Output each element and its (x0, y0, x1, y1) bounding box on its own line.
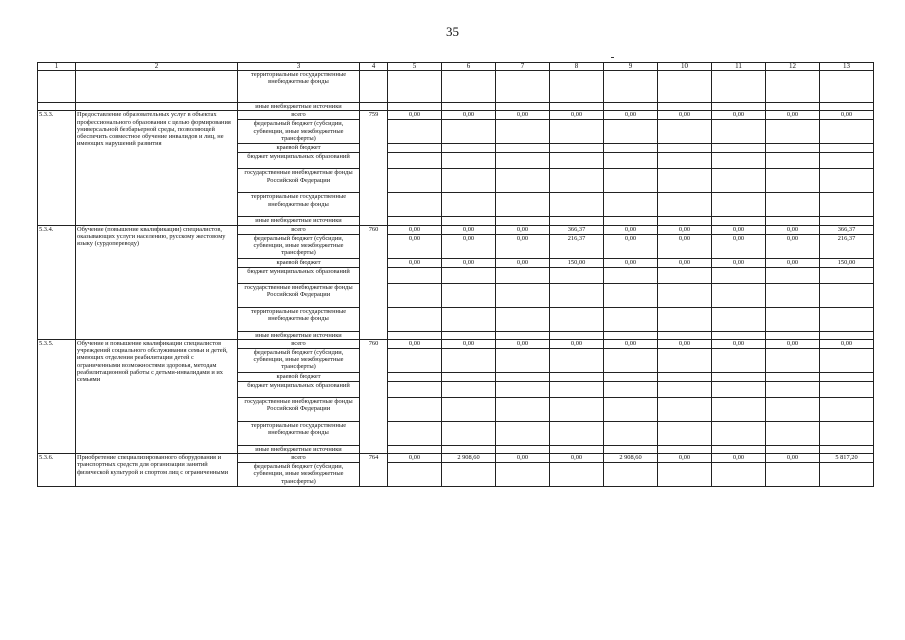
value-cell (820, 193, 874, 217)
scan-mark (611, 57, 614, 58)
value-cell (496, 193, 550, 217)
number-cell (360, 71, 388, 103)
value-cell (550, 331, 604, 339)
source-cell: федеральный бюджет (субсидии, субвенции, иные межбюджетные трансферты) (238, 348, 360, 372)
value-cell (550, 463, 604, 487)
value-cell (442, 381, 496, 397)
value-cell (604, 381, 658, 397)
value-cell (604, 348, 658, 372)
value-cell (604, 445, 658, 453)
value-cell (388, 144, 442, 153)
header-cell: 6 (442, 63, 496, 71)
value-cell (550, 193, 604, 217)
value-cell: 150,00 (550, 258, 604, 267)
value-cell (388, 372, 442, 381)
source-cell: всего (238, 225, 360, 234)
value-cell: 0,00 (604, 234, 658, 258)
value-cell (604, 144, 658, 153)
value-cell: 0,00 (712, 454, 766, 463)
source-cell: федеральный бюджет (субсидии, субвенции, иные межбюджетные трансферты) (238, 120, 360, 144)
value-cell (766, 217, 820, 225)
value-cell (658, 283, 712, 307)
item-number: 764 (360, 454, 388, 487)
value-cell: 0,00 (496, 454, 550, 463)
item-code: 5.3.6. (38, 454, 76, 487)
value-cell (442, 463, 496, 487)
value-cell (442, 193, 496, 217)
value-cell (496, 283, 550, 307)
code-cell (38, 71, 76, 103)
value-cell (820, 283, 874, 307)
value-cell (442, 169, 496, 193)
item-description: Предоставление образовательных услуг в объектах профессионального образования с целью формирования универсальной безбарьерной среды, позволяющей обеспечить совместное обучение инвалидов и лиц, не имеющих нарушений развития (76, 111, 238, 225)
value-cell (388, 120, 442, 144)
value-cell (388, 153, 442, 169)
header-cell: 12 (766, 63, 820, 71)
value-cell (658, 169, 712, 193)
header-cell: 10 (658, 63, 712, 71)
value-cell (604, 120, 658, 144)
value-cell: 0,00 (712, 234, 766, 258)
value-cell (712, 120, 766, 144)
source-cell: краевой бюджет (238, 372, 360, 381)
budget-table (37, 62, 874, 487)
value-cell (388, 103, 442, 111)
value-cell (442, 283, 496, 307)
value-cell (712, 381, 766, 397)
value-cell: 0,00 (604, 258, 658, 267)
value-cell (712, 103, 766, 111)
value-cell (658, 381, 712, 397)
value-cell: 0,00 (442, 258, 496, 267)
value-cell: 0,00 (388, 111, 442, 120)
value-cell: 0,00 (658, 258, 712, 267)
source-cell: государственные внебюджетные фонды Российской Федерации (238, 169, 360, 193)
value-cell (766, 71, 820, 103)
value-cell: 0,00 (766, 111, 820, 120)
table-row (38, 454, 874, 463)
value-cell (388, 421, 442, 445)
value-cell (712, 445, 766, 453)
value-cell: 0,00 (766, 234, 820, 258)
value-cell (820, 372, 874, 381)
value-cell (658, 397, 712, 421)
value-cell (442, 144, 496, 153)
value-cell: 216,37 (550, 234, 604, 258)
value-cell: 2 908,60 (604, 454, 658, 463)
value-cell (388, 193, 442, 217)
value-cell: 0,00 (820, 111, 874, 120)
value-cell (766, 283, 820, 307)
value-cell: 0,00 (766, 454, 820, 463)
header-cell: 5 (388, 63, 442, 71)
value-cell (766, 153, 820, 169)
value-cell (496, 463, 550, 487)
value-cell (604, 169, 658, 193)
value-cell (442, 397, 496, 421)
item-description: Приобретение специализированного оборудования и транспортных средств для организации занятий физической культурой и спортом лиц с ограниченными (76, 454, 238, 487)
value-cell (388, 307, 442, 331)
value-cell (496, 381, 550, 397)
value-cell: 0,00 (658, 225, 712, 234)
code-cell (38, 103, 76, 111)
value-cell (712, 307, 766, 331)
value-cell (766, 463, 820, 487)
value-cell (712, 169, 766, 193)
value-cell (550, 103, 604, 111)
header-cell: 7 (496, 63, 550, 71)
value-cell: 0,00 (550, 111, 604, 120)
value-cell: 0,00 (496, 225, 550, 234)
source-cell: иные внебюджетные источники (238, 331, 360, 339)
value-cell (604, 307, 658, 331)
value-cell (604, 193, 658, 217)
value-cell (766, 397, 820, 421)
value-cell (658, 103, 712, 111)
value-cell (496, 397, 550, 421)
header-cell: 4 (360, 63, 388, 71)
value-cell (388, 71, 442, 103)
value-cell (496, 153, 550, 169)
value-cell (550, 71, 604, 103)
value-cell: 0,00 (712, 111, 766, 120)
value-cell: 216,37 (820, 234, 874, 258)
value-cell (604, 267, 658, 283)
value-cell (766, 348, 820, 372)
value-cell: 0,00 (658, 339, 712, 348)
source-cell: бюджет муниципальных образований (238, 267, 360, 283)
value-cell (604, 283, 658, 307)
value-cell (766, 421, 820, 445)
value-cell: 0,00 (766, 225, 820, 234)
value-cell (496, 267, 550, 283)
value-cell (496, 421, 550, 445)
value-cell: 0,00 (388, 454, 442, 463)
value-cell: 366,37 (550, 225, 604, 234)
value-cell (820, 217, 874, 225)
value-cell (388, 397, 442, 421)
description-cell (76, 103, 238, 111)
value-cell (442, 307, 496, 331)
value-cell (712, 331, 766, 339)
value-cell (820, 421, 874, 445)
source-cell: федеральный бюджет (субсидии, субвенции, иные межбюджетные трансферты) (238, 463, 360, 487)
value-cell (766, 193, 820, 217)
page-number: 35 (446, 24, 459, 39)
value-cell: 0,00 (550, 454, 604, 463)
value-cell: 150,00 (820, 258, 874, 267)
value-cell (604, 372, 658, 381)
value-cell (712, 153, 766, 169)
value-cell (550, 144, 604, 153)
value-cell: 0,00 (712, 339, 766, 348)
value-cell (442, 372, 496, 381)
value-cell (388, 445, 442, 453)
value-cell (496, 217, 550, 225)
value-cell (550, 397, 604, 421)
value-cell (658, 463, 712, 487)
value-cell (658, 348, 712, 372)
value-cell (496, 71, 550, 103)
value-cell (820, 331, 874, 339)
value-cell: 0,00 (550, 339, 604, 348)
value-cell (766, 381, 820, 397)
value-cell (820, 120, 874, 144)
value-cell (604, 421, 658, 445)
value-cell: 0,00 (442, 234, 496, 258)
value-cell: 0,00 (604, 339, 658, 348)
source-cell: бюджет муниципальных образований (238, 381, 360, 397)
value-cell (442, 120, 496, 144)
value-cell (496, 307, 550, 331)
header-cell: 2 (76, 63, 238, 71)
value-cell (550, 445, 604, 453)
value-cell (442, 153, 496, 169)
source-cell: государственные внебюджетные фонды Российской Федерации (238, 397, 360, 421)
value-cell (604, 153, 658, 169)
value-cell (604, 397, 658, 421)
value-cell (496, 144, 550, 153)
value-cell (658, 331, 712, 339)
value-cell: 0,00 (388, 234, 442, 258)
value-cell: 0,00 (604, 225, 658, 234)
value-cell (820, 381, 874, 397)
value-cell: 0,00 (820, 339, 874, 348)
header-cell: 1 (38, 63, 76, 71)
value-cell (388, 217, 442, 225)
value-cell (388, 283, 442, 307)
value-cell (820, 397, 874, 421)
source-cell: территориальные государственные внебюджетные фонды (238, 307, 360, 331)
value-cell (388, 381, 442, 397)
value-cell: 2 908,60 (442, 454, 496, 463)
value-cell (496, 372, 550, 381)
value-cell (820, 445, 874, 453)
value-cell (820, 71, 874, 103)
value-cell: 0,00 (712, 258, 766, 267)
source-cell: краевой бюджет (238, 258, 360, 267)
value-cell (550, 169, 604, 193)
value-cell (550, 348, 604, 372)
source-cell: иные внебюджетные источники (238, 445, 360, 453)
value-cell (658, 372, 712, 381)
source-cell: всего (238, 111, 360, 120)
value-cell (712, 71, 766, 103)
value-cell (658, 144, 712, 153)
value-cell: 0,00 (388, 258, 442, 267)
source-cell: государственные внебюджетные фонды Российской Федерации (238, 283, 360, 307)
header-cell: 3 (238, 63, 360, 71)
value-cell: 0,00 (658, 111, 712, 120)
value-cell (658, 71, 712, 103)
value-cell (658, 120, 712, 144)
value-cell: 0,00 (766, 258, 820, 267)
value-cell (712, 217, 766, 225)
value-cell (388, 463, 442, 487)
header-cell: 11 (712, 63, 766, 71)
value-cell (604, 103, 658, 111)
value-cell (550, 372, 604, 381)
description-cell (76, 71, 238, 103)
table-row (38, 71, 874, 103)
value-cell (550, 153, 604, 169)
value-cell (388, 331, 442, 339)
value-cell: 0,00 (442, 225, 496, 234)
value-cell (658, 153, 712, 169)
value-cell: 0,00 (496, 258, 550, 267)
item-code: 5.3.3. (38, 111, 76, 225)
source-cell: территориальные государственные внебюджетные фонды (238, 71, 360, 103)
value-cell (658, 193, 712, 217)
value-cell (658, 217, 712, 225)
value-cell (820, 169, 874, 193)
value-cell (712, 348, 766, 372)
value-cell (604, 71, 658, 103)
value-cell (766, 372, 820, 381)
value-cell (766, 267, 820, 283)
value-cell (496, 445, 550, 453)
value-cell (442, 71, 496, 103)
source-cell: иные внебюджетные источники (238, 217, 360, 225)
value-cell: 5 817,20 (820, 454, 874, 463)
value-cell (820, 103, 874, 111)
value-cell (550, 283, 604, 307)
value-cell (820, 307, 874, 331)
value-cell (550, 421, 604, 445)
value-cell (496, 169, 550, 193)
value-cell (766, 169, 820, 193)
value-cell (712, 193, 766, 217)
item-code: 5.3.4. (38, 225, 76, 339)
value-cell (442, 445, 496, 453)
value-cell (604, 331, 658, 339)
value-cell (550, 381, 604, 397)
source-cell: территориальные государственные внебюджетные фонды (238, 421, 360, 445)
value-cell: 0,00 (658, 454, 712, 463)
value-cell (388, 267, 442, 283)
source-cell: бюджет муниципальных образований (238, 153, 360, 169)
value-cell: 0,00 (388, 339, 442, 348)
value-cell (766, 120, 820, 144)
item-number: 760 (360, 225, 388, 339)
value-cell (712, 421, 766, 445)
value-cell (442, 267, 496, 283)
value-cell (820, 153, 874, 169)
source-cell: территориальные государственные внебюджетные фонды (238, 193, 360, 217)
table-row (38, 103, 874, 111)
value-cell (496, 331, 550, 339)
source-cell: иные внебюджетные источники (238, 103, 360, 111)
source-cell: краевой бюджет (238, 144, 360, 153)
value-cell (658, 421, 712, 445)
item-number: 759 (360, 111, 388, 225)
value-cell (712, 463, 766, 487)
value-cell: 0,00 (442, 111, 496, 120)
value-cell (442, 103, 496, 111)
source-cell: федеральный бюджет (субсидии, субвенции, иные межбюджетные трансферты) (238, 234, 360, 258)
value-cell (766, 144, 820, 153)
number-cell (360, 103, 388, 111)
value-cell: 0,00 (388, 225, 442, 234)
value-cell (604, 217, 658, 225)
value-cell (550, 307, 604, 331)
value-cell: 0,00 (496, 234, 550, 258)
value-cell (388, 348, 442, 372)
value-cell (550, 267, 604, 283)
value-cell (658, 307, 712, 331)
header-cell: 8 (550, 63, 604, 71)
value-cell (820, 144, 874, 153)
source-cell: всего (238, 339, 360, 348)
value-cell (388, 169, 442, 193)
value-cell: 366,37 (820, 225, 874, 234)
header-row (38, 63, 874, 71)
value-cell (550, 120, 604, 144)
header-cell: 13 (820, 63, 874, 71)
value-cell (820, 267, 874, 283)
item-description: Обучение (повышение квалификации) специалистов, оказывающих услуги населению, русскому жестовому языку (сурдопереводу) (76, 225, 238, 339)
value-cell (766, 445, 820, 453)
value-cell: 0,00 (496, 339, 550, 348)
value-cell (442, 421, 496, 445)
value-cell (712, 397, 766, 421)
table-row (38, 225, 874, 234)
value-cell: 0,00 (442, 339, 496, 348)
value-cell (658, 267, 712, 283)
value-cell (442, 217, 496, 225)
value-cell (712, 283, 766, 307)
value-cell: 0,00 (766, 339, 820, 348)
item-number: 760 (360, 339, 388, 453)
value-cell (550, 217, 604, 225)
value-cell (766, 103, 820, 111)
value-cell (712, 267, 766, 283)
table-row (38, 339, 874, 348)
item-description: Обучение и повышение квалификации специалистов учреждений социального обслуживания семьи и детей, имеющих отделения реабилитации детей с ограниченными возможностями здоровья, методам реабилитационной работы с детьми-инвалидами и их семьями (76, 339, 238, 453)
value-cell (496, 120, 550, 144)
value-cell (820, 463, 874, 487)
value-cell (442, 331, 496, 339)
value-cell (658, 445, 712, 453)
value-cell (496, 348, 550, 372)
value-cell (766, 331, 820, 339)
table-row (38, 111, 874, 120)
value-cell (712, 372, 766, 381)
value-cell: 0,00 (712, 225, 766, 234)
value-cell: 0,00 (496, 111, 550, 120)
item-code: 5.3.5. (38, 339, 76, 453)
value-cell (442, 348, 496, 372)
value-cell (604, 463, 658, 487)
value-cell (496, 103, 550, 111)
value-cell (712, 144, 766, 153)
source-cell: всего (238, 454, 360, 463)
value-cell: 0,00 (658, 234, 712, 258)
value-cell (820, 348, 874, 372)
header-cell: 9 (604, 63, 658, 71)
value-cell (766, 307, 820, 331)
value-cell: 0,00 (604, 111, 658, 120)
